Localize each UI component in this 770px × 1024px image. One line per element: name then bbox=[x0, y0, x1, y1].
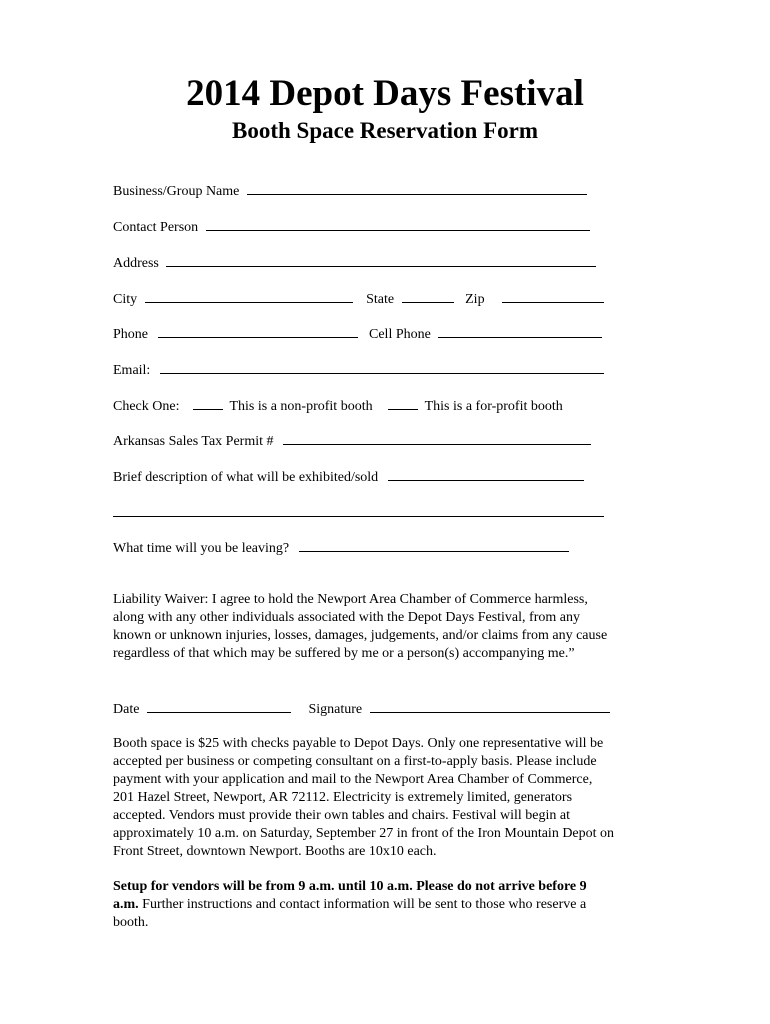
check-one-label: Check One: bbox=[113, 399, 180, 414]
info-line: accepted. Vendors must provide their own tables and chairs. Festival will begin at bbox=[113, 808, 570, 823]
address-label: Address bbox=[113, 256, 159, 271]
tax-permit-label: Arkansas Sales Tax Permit # bbox=[113, 434, 274, 449]
cell-label: Cell Phone bbox=[369, 327, 431, 342]
info-line: Front Street, downtown Newport. Booths are 10x10 each. bbox=[113, 844, 437, 859]
forprofit-checkbox[interactable] bbox=[388, 396, 418, 410]
date-label: Date bbox=[113, 702, 140, 717]
setup-line-3: booth. bbox=[113, 915, 149, 930]
address-field[interactable] bbox=[166, 253, 596, 267]
date-signature-row bbox=[113, 699, 610, 719]
info-line: 201 Hazel Street, Newport, AR 72112. Electricity is extremely limited, generators bbox=[113, 790, 573, 805]
nonprofit-label: This is a non-profit booth bbox=[229, 399, 373, 414]
info-line: payment with your application and mail to the Newport Area Chamber of Commerce, bbox=[113, 772, 593, 787]
waiver-line: along with any other individuals associated with the Depot Days Festival, from any bbox=[113, 610, 580, 625]
phone-row bbox=[113, 324, 602, 344]
tax-permit-field[interactable] bbox=[283, 431, 591, 445]
booth-info bbox=[113, 735, 658, 861]
contact-field[interactable] bbox=[206, 217, 590, 231]
setup-notice bbox=[113, 878, 658, 932]
contact-label: Contact Person bbox=[113, 220, 199, 235]
description-label: Brief description of what will be exhibited/sold bbox=[113, 470, 379, 485]
info-line: Booth space is $25 with checks payable to Depot Days. Only one representative will be bbox=[113, 736, 604, 751]
contact-row bbox=[113, 217, 590, 237]
waiver-line: Liability Waiver: I agree to hold the Newport Area Chamber of Commerce harmless, bbox=[113, 592, 588, 607]
phone-field[interactable] bbox=[158, 324, 358, 338]
city-field[interactable] bbox=[145, 289, 353, 303]
check-row bbox=[113, 396, 563, 416]
cell-field[interactable] bbox=[438, 324, 602, 338]
city-row bbox=[113, 289, 604, 309]
signature-label: Signature bbox=[308, 702, 363, 717]
address-row bbox=[113, 253, 596, 273]
description-continuation-row bbox=[113, 503, 604, 523]
liability-waiver bbox=[113, 591, 658, 663]
waiver-line: regardless of that which may be suffered by me or a person(s) accompanying me.” bbox=[113, 646, 575, 661]
setup-line-2 bbox=[113, 896, 658, 914]
page-title: 2014 Depot Days Festival bbox=[186, 73, 584, 114]
date-field[interactable] bbox=[147, 699, 291, 713]
zip-field[interactable] bbox=[502, 289, 604, 303]
zip-label: Zip bbox=[465, 292, 485, 307]
email-field[interactable] bbox=[160, 360, 604, 374]
description-field[interactable] bbox=[388, 467, 584, 481]
leaving-label: What time will you be leaving? bbox=[113, 541, 290, 556]
nonprofit-checkbox[interactable] bbox=[193, 396, 223, 410]
description-row bbox=[113, 467, 584, 487]
leaving-row bbox=[113, 538, 569, 558]
info-line: accepted per business or competing consultant on a first-to-apply basis. Please include bbox=[113, 754, 597, 769]
setup-bold-am: a.m. bbox=[113, 897, 139, 912]
business-row bbox=[113, 181, 587, 201]
email-row bbox=[113, 360, 604, 380]
setup-instructions: Further instructions and contact information will be sent to those who reserve a bbox=[138, 897, 587, 912]
phone-label: Phone bbox=[113, 327, 148, 342]
email-label: Email: bbox=[113, 363, 151, 378]
waiver-line: known or unknown injuries, losses, damages, judgements, and/or claims from any cause bbox=[113, 628, 608, 643]
business-label: Business/Group Name bbox=[113, 184, 240, 199]
business-field[interactable] bbox=[247, 181, 587, 195]
state-field[interactable] bbox=[402, 289, 454, 303]
page-subtitle: Booth Space Reservation Form bbox=[232, 118, 538, 143]
setup-line-1: Setup for vendors will be from 9 a.m. until 10 a.m. Please do not arrive before 9 bbox=[113, 879, 587, 894]
tax-permit-row bbox=[113, 431, 591, 451]
state-label: State bbox=[366, 292, 395, 307]
info-line: approximately 10 a.m. on Saturday, September 27 in front of the Iron Mountain Depot on bbox=[113, 826, 615, 841]
city-label: City bbox=[113, 292, 138, 307]
leaving-field[interactable] bbox=[299, 538, 569, 552]
description-field-line-2[interactable] bbox=[113, 503, 604, 517]
forprofit-label: This is a for-profit booth bbox=[424, 399, 563, 414]
signature-field[interactable] bbox=[370, 699, 610, 713]
